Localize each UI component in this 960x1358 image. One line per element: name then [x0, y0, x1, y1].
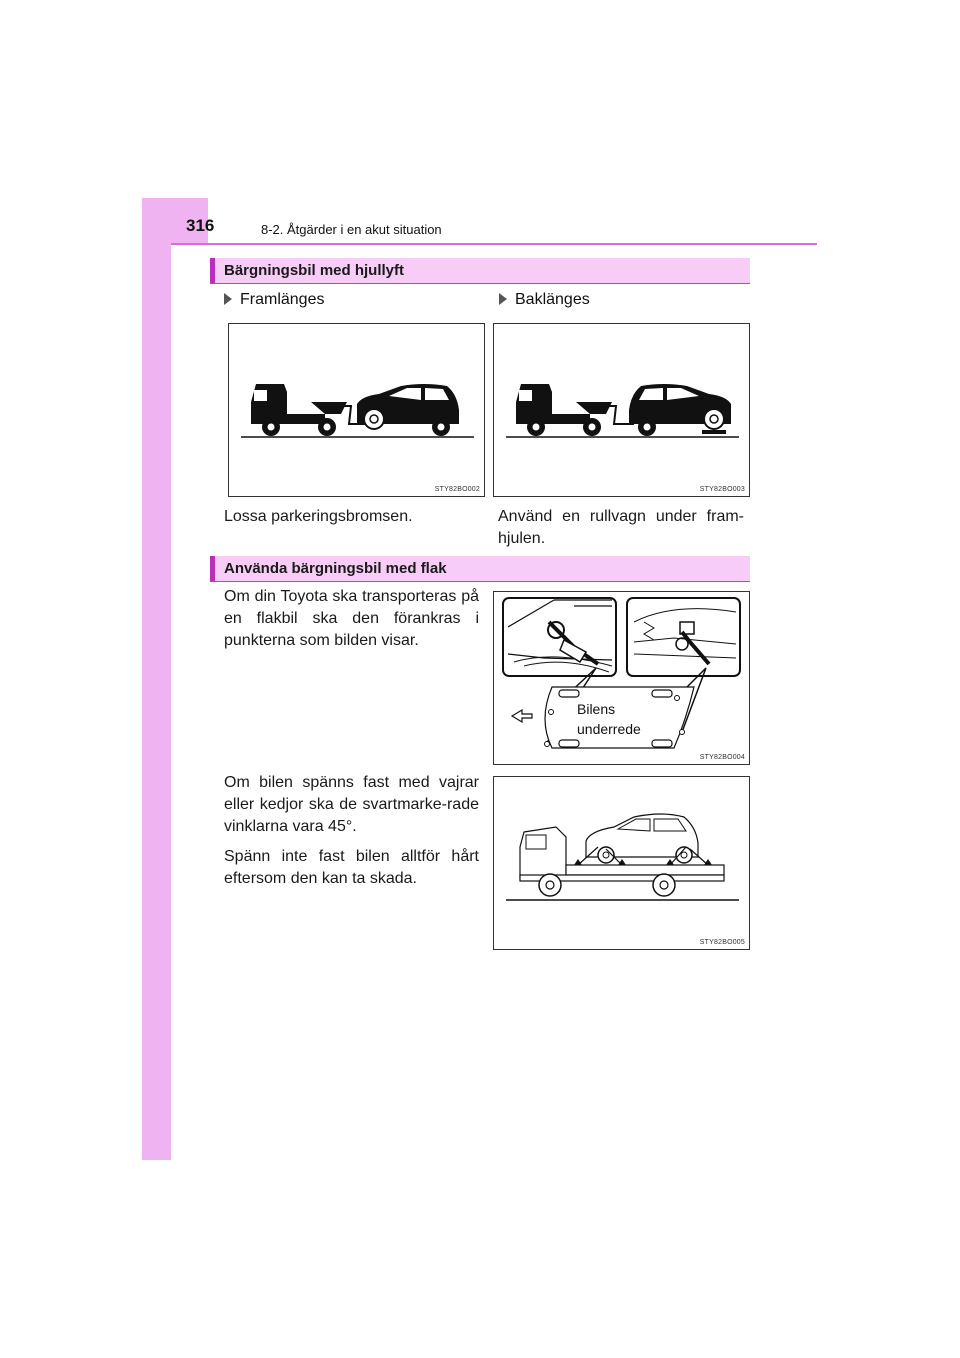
caption-forward: Lossa parkeringsbromsen. — [224, 508, 413, 525]
section-heading-text: Använda bärgningsbil med flak — [224, 560, 447, 577]
paragraph-flatbed-intro — [224, 586, 479, 660]
figure-code: STY82BO003 — [699, 486, 745, 493]
underbody-label-line2: underrede — [577, 721, 641, 737]
figure-tie-down-points — [493, 591, 750, 765]
figure-code: STY82BO004 — [699, 754, 745, 761]
chapter-title: 8-2. Åtgärder i en akut situation — [261, 222, 442, 237]
paragraph-tie-down-notes — [224, 772, 479, 898]
section-heading-text: Bärgningsbil med hjullyft — [224, 262, 405, 279]
figure-flatbed-truck — [493, 776, 750, 950]
chapter-sidebar-tab — [142, 198, 171, 1160]
caption-backward: Använd en rullvagn under fram-hjulen. — [498, 508, 744, 547]
label-forward-text: Framlänges — [240, 291, 325, 308]
label-forward — [224, 291, 324, 309]
header-rule — [171, 243, 817, 245]
tow-truck-backward-illustration — [494, 324, 749, 496]
figure-tow-backward — [493, 323, 750, 497]
figure-tow-forward — [228, 323, 485, 497]
paragraph: Om bilen spänns fast med vajrar eller kedjor ska de svartmarke-rade vinklarna vara 45°. — [224, 774, 479, 835]
triangle-bullet-icon — [499, 293, 507, 305]
underbody-label-line1: Bilens — [577, 701, 616, 717]
label-backward-text: Baklänges — [515, 291, 590, 308]
tow-truck-forward-illustration — [229, 324, 484, 496]
paragraph: Om din Toyota ska transporteras på en flakbil ska den förankras i punkterna som bilden visar. — [224, 588, 479, 649]
triangle-bullet-icon — [224, 293, 232, 305]
page-number: 316 — [186, 216, 215, 235]
figure-code: STY82BO002 — [434, 486, 480, 493]
figure-code: STY82BO005 — [699, 939, 745, 946]
section-heading-wheel-lift — [210, 258, 750, 284]
underbody-label — [577, 699, 641, 739]
section-heading-flatbed — [210, 556, 750, 582]
paragraph: Spänn inte fast bilen alltför hårt eftersom den kan ta skada. — [224, 848, 479, 887]
label-backward — [499, 291, 590, 309]
flatbed-truck-illustration — [494, 777, 749, 949]
